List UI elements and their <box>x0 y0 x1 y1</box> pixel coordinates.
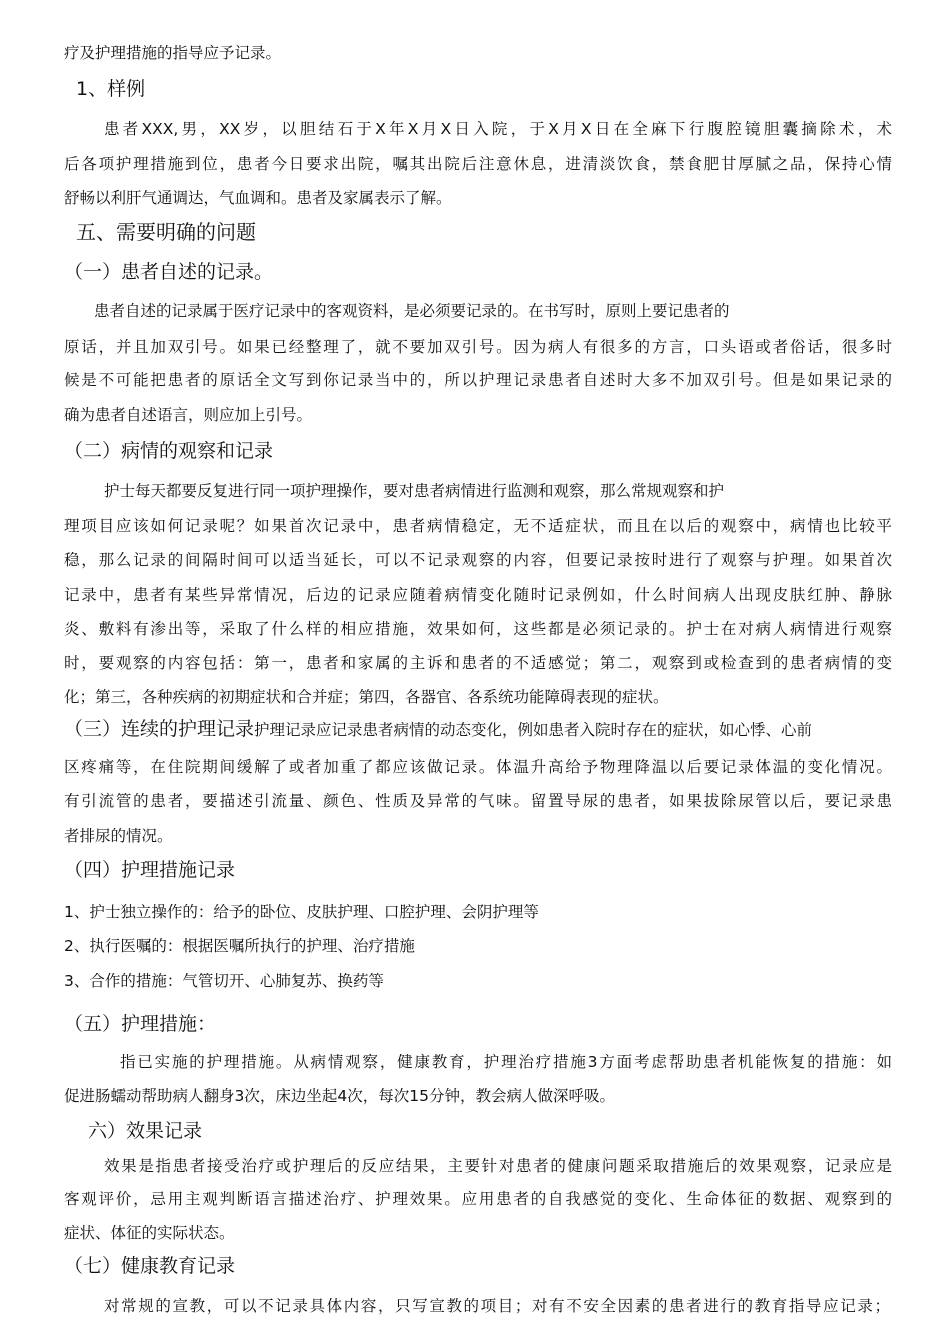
list-item: 1、护士独立操作的：给予的卧位、皮肤护理、口腔护理、会阴护理等 <box>64 903 539 921</box>
example-heading: 1、样例 <box>76 78 146 100</box>
paragraph-line: 炎、敷料有渗出等，采取了什么样的相应措施，效果如何，这些都是必须记录的。护士在对病人病情进行观察 <box>64 620 892 638</box>
subsection-title: （一）患者自述的记录。 <box>64 261 274 283</box>
paragraph-line: 患者自述的记录属于医疗记录中的客观资料，是必须要记录的。在书写时，原则上要记患者的 <box>94 302 730 320</box>
paragraph-line: 原话，并且加双引号。如果已经整理了，就不要加双引号。因为病人有很多的方言，口头语或者俗话，很多时 <box>64 338 892 356</box>
paragraph-line: 理项目应该如何记录呢？如果首次记录中，患者病情稳定，无不适症状，而且在以后的观察中，病情也比较平 <box>64 517 892 535</box>
paragraph-line: 护士每天都要反复进行同一项护理操作，要对患者病情进行监测和观察，那么常规观察和护 <box>104 482 725 500</box>
paragraph-line: 确为患者自述语言，则应加上引号。 <box>64 406 313 424</box>
paragraph-line: 区疼痛等，在住院期间缓解了或者加重了都应该做记录。体温升高给予物理降温以后要记录体温的变化情况。 <box>64 758 892 776</box>
subsection-title: 六）效果记录 <box>88 1120 203 1142</box>
subsection-title: （四）护理措施记录 <box>64 859 236 881</box>
paragraph-line: 促进肠蠕动帮助病人翻身3次，床边坐起4次，每次15分钟，教会病人做深呼吸。 <box>64 1087 615 1105</box>
paragraph-line: 效果是指患者接受治疗或护理后的反应结果，主要针对患者的健康问题采取措施后的效果观察，记录应是 <box>104 1157 892 1175</box>
list-item: 2、执行医嘱的：根据医嘱所执行的护理、治疗措施 <box>64 937 415 955</box>
paragraph-line: 有引流管的患者，要描述引流量、颜色、性质及异常的气味。留置导尿的患者，如果拔除尿管以后，要记录患 <box>64 792 892 810</box>
paragraph-line: 化；第三，各种疾病的初期症状和合并症；第四，各器官、各系统功能障碍表现的症状。 <box>64 688 669 706</box>
paragraph-text: 护理记录应记录患者病情的动态变化，例如患者入院时存在的症状，如心悸、心前 <box>254 721 813 739</box>
subsection-line <box>64 718 892 741</box>
subsection-title: （二）病情的观察和记录 <box>64 440 274 462</box>
paragraph-line: 舒畅以利肝气通调达，气血调和。患者及家属表示了解。 <box>64 189 452 207</box>
paragraph-line: 对常规的宣教，可以不记录具体内容，只写宣教的项目；对有不安全因素的患者进行的教育指导应记录； <box>104 1297 890 1315</box>
paragraph-line: 者排尿的情况。 <box>64 827 173 845</box>
paragraph-line: 客观评价，忌用主观判断语言描述治疗、护理效果。应用患者的自我感觉的变化、生命体征的数据、观察到的 <box>64 1190 892 1208</box>
paragraph-line: 后各项护理措施到位，患者今日要求出院，嘱其出院后注意休息，进清淡饮食，禁食肥甘厚腻之品，保持心情 <box>64 155 892 173</box>
paragraph-line: 稳，那么记录的间隔时间可以适当延长，可以不记录观察的内容，但要记录按时进行了观察与护理。如果首次 <box>64 551 892 569</box>
subsection-title: （三）连续的护理记录 <box>64 718 255 740</box>
paragraph-line: 症状、体征的实际状态。 <box>64 1224 235 1242</box>
subsection-title: （五）护理措施： <box>64 1013 217 1035</box>
list-item: 3、合作的措施：气管切开、心肺复苏、换药等 <box>64 972 384 990</box>
text-line: 疗及护理措施的指导应予记录。 <box>64 44 282 62</box>
paragraph-line: 指已实施的护理措施。从病情观察，健康教育，护理治疗措施3方面考虑帮助患者机能恢复的措施：如 <box>120 1053 892 1071</box>
paragraph-line: 时，要观察的内容包括：第一，患者和家属的主诉和患者的不适感觉；第二，观察到或检查到的患者病情的变 <box>64 654 892 672</box>
paragraph-line: 患者XXX,男，XX岁，以胆结石于X年X月X日入院，于X月X日在全麻下行腹腔镜胆囊摘除术，术 <box>104 120 892 138</box>
paragraph-line: 记录中，患者有某些异常情况，后边的记录应随着病情变化随时记录例如，什么时间病人出现皮肤红肿、静脉 <box>64 586 892 604</box>
subsection-title: （七）健康教育记录 <box>64 1255 236 1277</box>
section-title: 五、需要明确的问题 <box>76 220 256 244</box>
paragraph-line: 候是不可能把患者的原话全文写到你记录当中的，所以护理记录患者自述时大多不加双引号。但是如果记录的 <box>64 371 892 389</box>
